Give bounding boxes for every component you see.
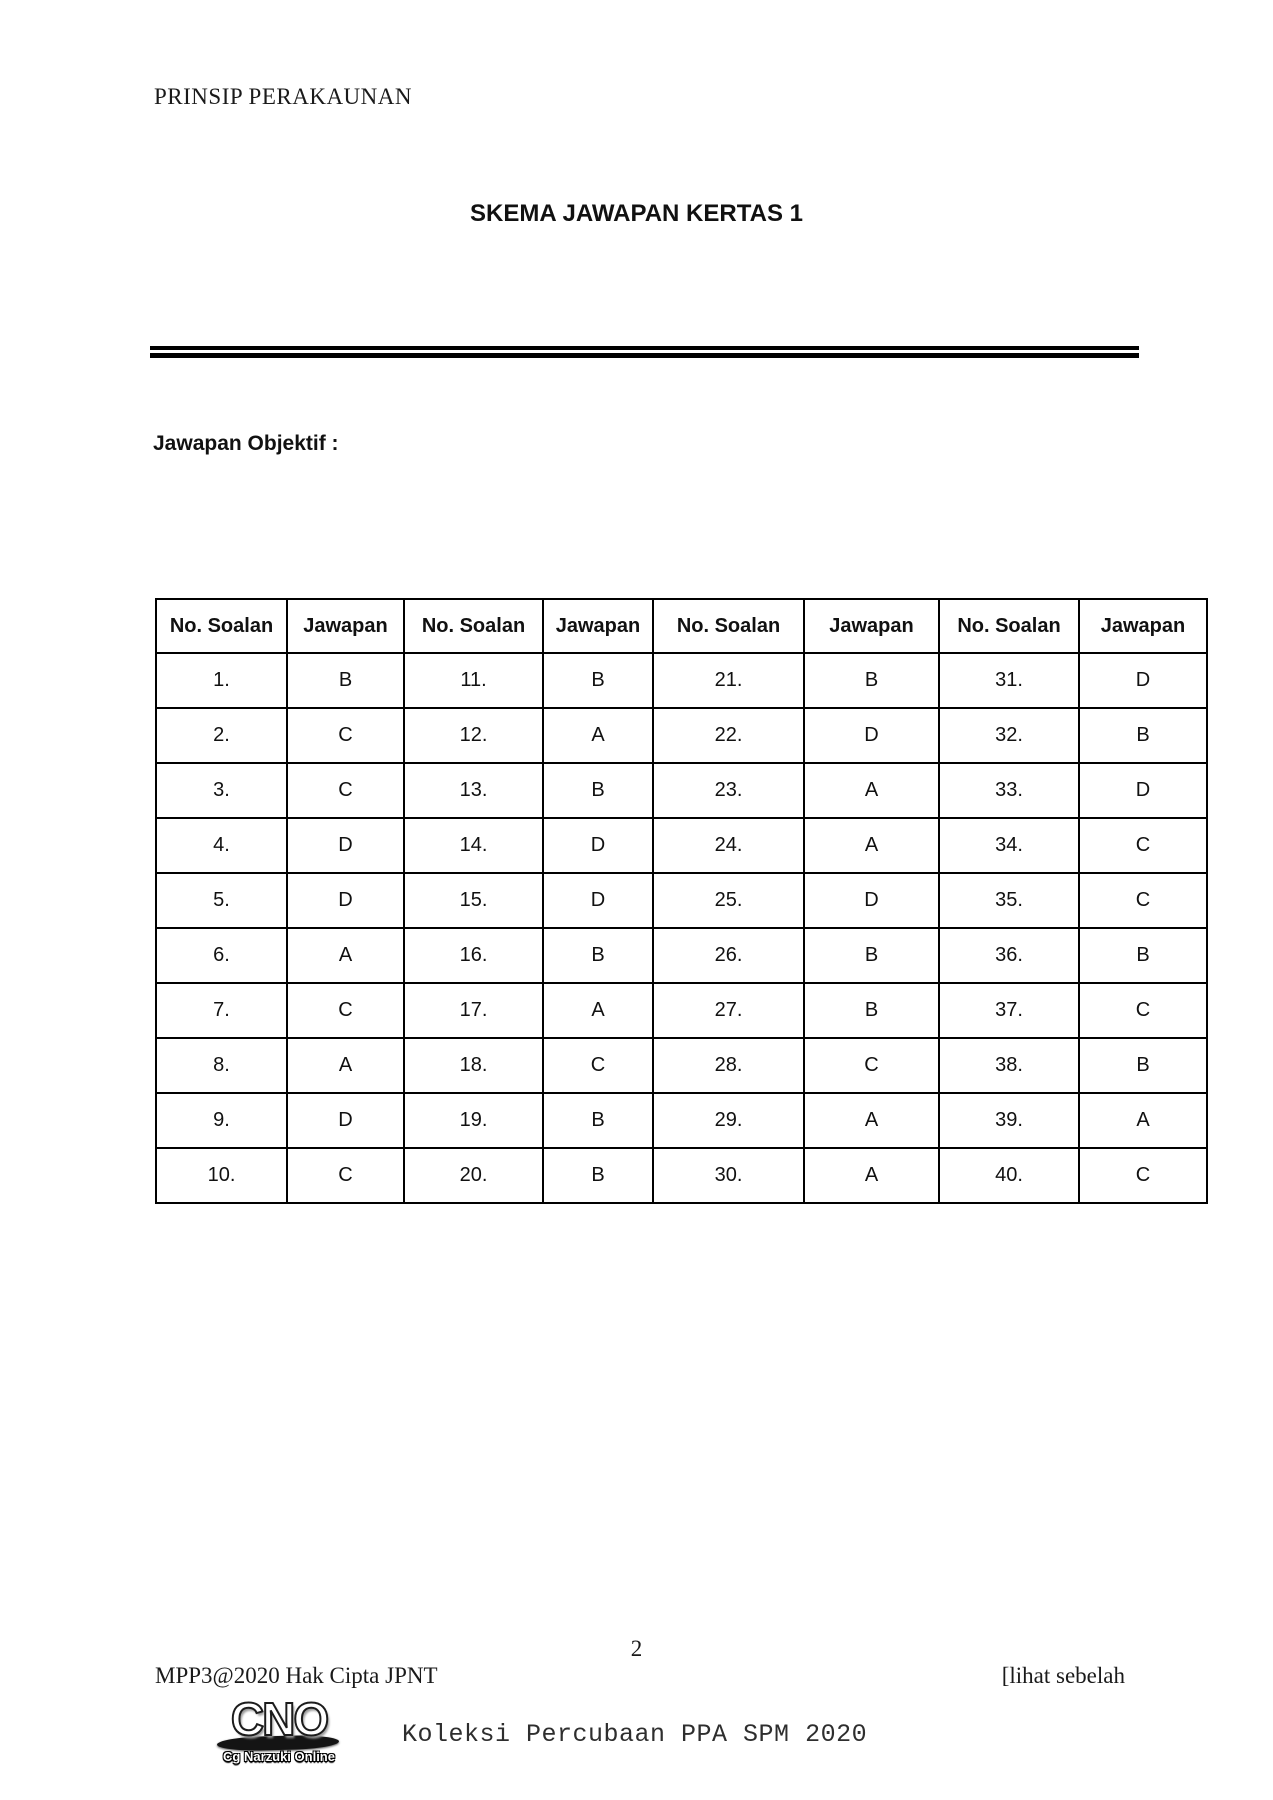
answer-cell: B	[1079, 928, 1207, 983]
answer-header: Jawapan	[287, 599, 404, 653]
table-row	[156, 708, 1207, 763]
answer-cell: C	[1079, 818, 1207, 873]
answer-cell: B	[543, 1093, 653, 1148]
question-number-cell: 32.	[939, 708, 1079, 763]
question-number-cell: 9.	[156, 1093, 287, 1148]
question-number-cell: 16.	[404, 928, 543, 983]
header-row	[156, 599, 1207, 653]
question-number-cell: 7.	[156, 983, 287, 1038]
page-title: SKEMA JAWAPAN KERTAS 1	[470, 200, 803, 227]
question-number-cell: 13.	[404, 763, 543, 818]
question-number-cell: 18.	[404, 1038, 543, 1093]
question-number-cell: 23.	[653, 763, 804, 818]
question-number-cell: 10.	[156, 1148, 287, 1203]
answer-cell: C	[1079, 1148, 1207, 1203]
table-row	[156, 1148, 1207, 1203]
answer-cell: C	[287, 983, 404, 1038]
copyright-text: MPP3@2020 Hak Cipta JPNT	[155, 1663, 438, 1688]
question-number-cell: 33.	[939, 763, 1079, 818]
answer-cell: D	[287, 1093, 404, 1148]
turn-over-note: [lihat sebelah	[1001, 1663, 1125, 1688]
answer-table-head	[156, 599, 1207, 653]
answer-cell: B	[1079, 1038, 1207, 1093]
answer-cell: D	[1079, 763, 1207, 818]
question-number-cell: 21.	[653, 653, 804, 708]
question-number-cell: 36.	[939, 928, 1079, 983]
answer-cell: A	[287, 1038, 404, 1093]
page-number: 2	[630, 1636, 643, 1661]
answer-cell: B	[804, 928, 939, 983]
answer-header: Jawapan	[543, 599, 653, 653]
question-number-cell: 27.	[653, 983, 804, 1038]
question-number-cell: 37.	[939, 983, 1079, 1038]
answer-cell: B	[804, 983, 939, 1038]
answer-cell: C	[287, 1148, 404, 1203]
answer-cell: C	[287, 763, 404, 818]
table-row	[156, 983, 1207, 1038]
cno-logo	[217, 1693, 341, 1770]
table-row	[156, 928, 1207, 983]
answer-cell: C	[804, 1038, 939, 1093]
question-number-cell: 35.	[939, 873, 1079, 928]
answer-cell: A	[287, 928, 404, 983]
question-number-cell: 17.	[404, 983, 543, 1038]
section-label: Jawapan Objektif :	[153, 432, 339, 455]
table-row	[156, 763, 1207, 818]
question-number-cell: 19.	[404, 1093, 543, 1148]
question-number-cell: 26.	[653, 928, 804, 983]
question-number-cell: 28.	[653, 1038, 804, 1093]
question-number-header: No. Soalan	[404, 599, 543, 653]
answer-table-body	[156, 653, 1207, 1203]
question-number-cell: 12.	[404, 708, 543, 763]
answer-cell: D	[804, 708, 939, 763]
question-number-cell: 8.	[156, 1038, 287, 1093]
table-row	[156, 873, 1207, 928]
answer-cell: A	[804, 818, 939, 873]
question-number-header: No. Soalan	[939, 599, 1079, 653]
answer-cell: B	[543, 763, 653, 818]
question-number-cell: 1.	[156, 653, 287, 708]
answer-cell: B	[543, 928, 653, 983]
collection-watermark-text: Koleksi Percubaan PPA SPM 2020	[402, 1720, 868, 1749]
cno-logo-caption: Cg Narzuki Online	[223, 1749, 335, 1764]
subject-header: PRINSIP PERAKAUNAN	[154, 84, 412, 109]
answer-cell: B	[804, 653, 939, 708]
question-number-cell: 5.	[156, 873, 287, 928]
table-row	[156, 653, 1207, 708]
answer-cell: B	[543, 653, 653, 708]
question-number-cell: 6.	[156, 928, 287, 983]
answer-cell: B	[543, 1148, 653, 1203]
question-number-cell: 15.	[404, 873, 543, 928]
question-number-cell: 11.	[404, 653, 543, 708]
answer-cell: A	[543, 708, 653, 763]
question-number-cell: 4.	[156, 818, 287, 873]
table-row	[156, 1038, 1207, 1093]
question-number-cell: 3.	[156, 763, 287, 818]
answer-cell: D	[287, 873, 404, 928]
answer-header: Jawapan	[1079, 599, 1207, 653]
question-number-header: No. Soalan	[156, 599, 287, 653]
question-number-cell: 14.	[404, 818, 543, 873]
answer-cell: A	[804, 1148, 939, 1203]
answer-cell: A	[804, 1093, 939, 1148]
answer-cell: D	[543, 873, 653, 928]
question-number-cell: 39.	[939, 1093, 1079, 1148]
question-number-cell: 38.	[939, 1038, 1079, 1093]
answer-cell: B	[287, 653, 404, 708]
answer-cell: A	[1079, 1093, 1207, 1148]
answer-cell: A	[543, 983, 653, 1038]
answer-cell: C	[543, 1038, 653, 1093]
answer-table	[155, 598, 1208, 1204]
question-number-cell: 30.	[653, 1148, 804, 1203]
table-row	[156, 818, 1207, 873]
question-number-cell: 25.	[653, 873, 804, 928]
cno-logo-text: CNO	[230, 1693, 328, 1745]
table-row	[156, 1093, 1207, 1148]
question-number-cell: 24.	[653, 818, 804, 873]
question-number-cell: 40.	[939, 1148, 1079, 1203]
answer-cell: C	[287, 708, 404, 763]
question-number-cell: 34.	[939, 818, 1079, 873]
answer-cell: D	[543, 818, 653, 873]
question-number-header: No. Soalan	[653, 599, 804, 653]
question-number-cell: 29.	[653, 1093, 804, 1148]
answer-cell: D	[287, 818, 404, 873]
question-number-cell: 2.	[156, 708, 287, 763]
question-number-cell: 31.	[939, 653, 1079, 708]
answer-cell: C	[1079, 873, 1207, 928]
double-rule-divider	[150, 346, 1139, 358]
answer-cell: B	[1079, 708, 1207, 763]
answer-cell: D	[1079, 653, 1207, 708]
answer-cell: C	[1079, 983, 1207, 1038]
question-number-cell: 20.	[404, 1148, 543, 1203]
answer-cell: D	[804, 873, 939, 928]
question-number-cell: 22.	[653, 708, 804, 763]
answer-header: Jawapan	[804, 599, 939, 653]
answer-cell: A	[804, 763, 939, 818]
